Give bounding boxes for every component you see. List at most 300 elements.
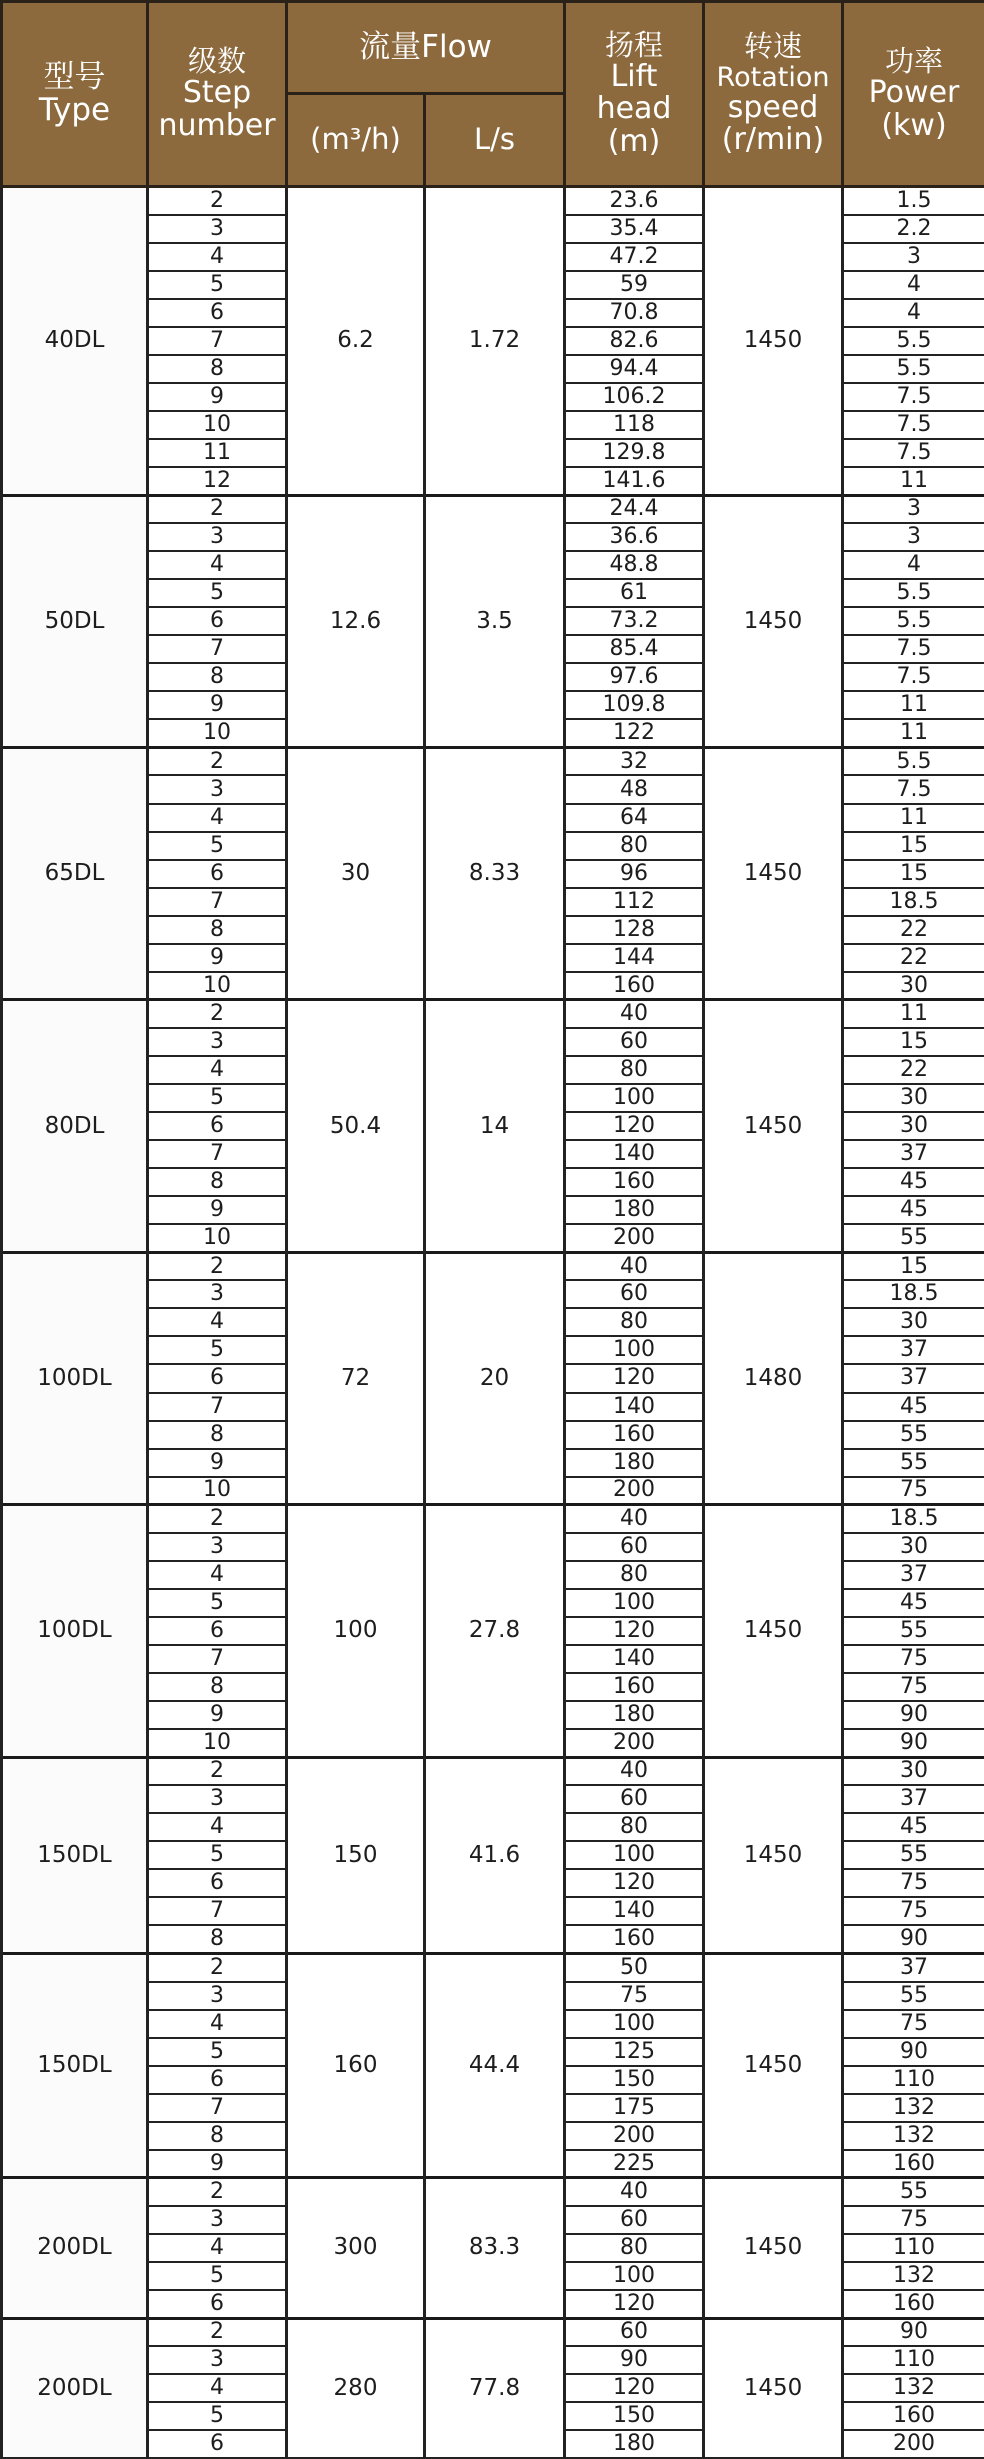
power-cell: 45 xyxy=(843,1168,984,1196)
power-cell: 110 xyxy=(843,2234,984,2262)
lift-head-cell: 129.8 xyxy=(565,439,704,467)
speed-cell: 1450 xyxy=(704,1757,843,1953)
lift-head-cell: 100 xyxy=(565,1589,704,1617)
step-cell: 4 xyxy=(148,2234,287,2262)
lift-head-cell: 140 xyxy=(565,1140,704,1168)
power-cell: 90 xyxy=(843,1925,984,1953)
speed-cell: 1450 xyxy=(704,1953,843,2177)
lift-head-cell: 125 xyxy=(565,2038,704,2066)
type-cell: 40DL xyxy=(2,187,148,496)
table-row xyxy=(2,1505,984,1533)
step-cell: 4 xyxy=(148,1813,287,1841)
step-cell: 6 xyxy=(148,1112,287,1140)
step-cell: 2 xyxy=(148,2318,287,2346)
power-cell: 55 xyxy=(843,1617,984,1645)
step-cell: 9 xyxy=(148,1196,287,1224)
lift-head-cell: 120 xyxy=(565,2290,704,2318)
power-cell: 7.5 xyxy=(843,411,984,439)
header-speed-zh: 转速 xyxy=(705,31,841,62)
lift-head-cell: 40 xyxy=(565,1252,704,1280)
lift-head-cell: 120 xyxy=(565,1869,704,1897)
table-row xyxy=(2,1757,984,1785)
power-cell: 30 xyxy=(843,1308,984,1336)
power-cell: 132 xyxy=(843,2094,984,2122)
flow-m3h-cell: 72 xyxy=(287,1252,425,1504)
lift-head-cell: 160 xyxy=(565,972,704,1000)
lift-head-cell: 200 xyxy=(565,2122,704,2150)
lift-head-cell: 40 xyxy=(565,1505,704,1533)
power-cell: 5.5 xyxy=(843,607,984,635)
lift-head-cell: 60 xyxy=(565,1533,704,1561)
step-cell: 3 xyxy=(148,2346,287,2374)
step-cell: 2 xyxy=(148,495,287,523)
power-cell: 2.2 xyxy=(843,215,984,243)
power-cell: 75 xyxy=(843,1869,984,1897)
step-cell: 10 xyxy=(148,411,287,439)
header-type-zh: 型号 xyxy=(3,61,146,94)
table-row xyxy=(2,187,984,215)
power-cell: 30 xyxy=(843,1533,984,1561)
lift-head-cell: 50 xyxy=(565,1953,704,1981)
power-cell: 7.5 xyxy=(843,635,984,663)
step-cell: 3 xyxy=(148,1785,287,1813)
header-power-unit: (kw) xyxy=(844,110,984,142)
power-cell: 45 xyxy=(843,1393,984,1421)
lift-head-cell: 200 xyxy=(565,1477,704,1505)
step-cell: 5 xyxy=(148,579,287,607)
power-cell: 4 xyxy=(843,551,984,579)
power-cell: 7.5 xyxy=(843,663,984,691)
flow-ls-cell: 77.8 xyxy=(425,2318,565,2458)
step-cell: 4 xyxy=(148,1056,287,1084)
power-cell: 5.5 xyxy=(843,579,984,607)
power-cell: 30 xyxy=(843,1084,984,1112)
header-lift-unit: (m) xyxy=(566,126,702,158)
step-cell: 5 xyxy=(148,2262,287,2290)
power-cell: 90 xyxy=(843,1701,984,1729)
flow-ls-cell: 44.4 xyxy=(425,1953,565,2177)
step-cell: 7 xyxy=(148,2094,287,2122)
lift-head-cell: 180 xyxy=(565,2430,704,2458)
power-cell: 7.5 xyxy=(843,775,984,803)
type-cell: 100DL xyxy=(2,1505,148,1757)
power-cell: 45 xyxy=(843,1813,984,1841)
step-cell: 2 xyxy=(148,1505,287,1533)
lift-head-cell: 35.4 xyxy=(565,215,704,243)
step-cell: 8 xyxy=(148,1925,287,1953)
power-cell: 30 xyxy=(843,1112,984,1140)
flow-ls-cell: 83.3 xyxy=(425,2178,565,2318)
lift-head-cell: 61 xyxy=(565,579,704,607)
lift-head-cell: 75 xyxy=(565,1982,704,2010)
lift-head-cell: 122 xyxy=(565,719,704,747)
step-cell: 9 xyxy=(148,1449,287,1477)
step-cell: 10 xyxy=(148,972,287,1000)
power-cell: 30 xyxy=(843,972,984,1000)
flow-m3h-cell: 300 xyxy=(287,2178,425,2318)
table-row xyxy=(2,495,984,523)
flow-m3h-cell: 280 xyxy=(287,2318,425,2458)
step-cell: 3 xyxy=(148,215,287,243)
lift-head-cell: 180 xyxy=(565,1449,704,1477)
lift-head-cell: 118 xyxy=(565,411,704,439)
lift-head-cell: 200 xyxy=(565,1729,704,1757)
table-row xyxy=(2,1252,984,1280)
header-lift-zh: 扬程 xyxy=(566,30,702,61)
power-cell: 55 xyxy=(843,1982,984,2010)
step-cell: 9 xyxy=(148,1701,287,1729)
power-cell: 90 xyxy=(843,2318,984,2346)
header-step-en2: number xyxy=(149,110,285,142)
lift-head-cell: 100 xyxy=(565,1336,704,1364)
lift-head-cell: 100 xyxy=(565,2010,704,2038)
speed-cell: 1450 xyxy=(704,187,843,496)
step-cell: 6 xyxy=(148,1617,287,1645)
lift-head-cell: 40 xyxy=(565,1000,704,1028)
step-cell: 6 xyxy=(148,1364,287,1392)
step-cell: 2 xyxy=(148,187,287,215)
power-cell: 132 xyxy=(843,2122,984,2150)
flow-m3h-cell: 12.6 xyxy=(287,495,425,747)
speed-cell: 1450 xyxy=(704,1000,843,1252)
power-cell: 55 xyxy=(843,2178,984,2206)
flow-ls-cell: 3.5 xyxy=(425,495,565,747)
lift-head-cell: 150 xyxy=(565,2402,704,2430)
header-speed-en2: speed xyxy=(705,92,841,124)
lift-head-cell: 94.4 xyxy=(565,355,704,383)
lift-head-cell: 120 xyxy=(565,2374,704,2402)
step-cell: 6 xyxy=(148,2430,287,2458)
table-row xyxy=(2,1000,984,1028)
power-cell: 37 xyxy=(843,1336,984,1364)
header-speed-unit: (r/min) xyxy=(705,124,841,156)
speed-cell: 1450 xyxy=(704,1505,843,1757)
lift-head-cell: 140 xyxy=(565,1393,704,1421)
step-cell: 5 xyxy=(148,1589,287,1617)
power-cell: 55 xyxy=(843,1449,984,1477)
power-cell: 15 xyxy=(843,1252,984,1280)
power-cell: 45 xyxy=(843,1589,984,1617)
lift-head-cell: 175 xyxy=(565,2094,704,2122)
lift-head-cell: 128 xyxy=(565,916,704,944)
lift-head-cell: 180 xyxy=(565,1196,704,1224)
lift-head-cell: 80 xyxy=(565,2234,704,2262)
type-cell: 200DL xyxy=(2,2318,148,2458)
lift-head-cell: 160 xyxy=(565,1421,704,1449)
step-cell: 4 xyxy=(148,2010,287,2038)
power-cell: 90 xyxy=(843,1729,984,1757)
lift-head-cell: 60 xyxy=(565,1785,704,1813)
step-cell: 3 xyxy=(148,1982,287,2010)
step-cell: 9 xyxy=(148,383,287,411)
step-cell: 3 xyxy=(148,2206,287,2234)
speed-cell: 1450 xyxy=(704,747,843,999)
lift-head-cell: 80 xyxy=(565,1308,704,1336)
step-cell: 11 xyxy=(148,439,287,467)
step-cell: 3 xyxy=(148,1533,287,1561)
speed-cell: 1480 xyxy=(704,1252,843,1504)
step-cell: 2 xyxy=(148,2178,287,2206)
lift-head-cell: 24.4 xyxy=(565,495,704,523)
step-cell: 3 xyxy=(148,523,287,551)
header-step-en1: Step xyxy=(149,77,285,109)
speed-cell: 1450 xyxy=(704,495,843,747)
power-cell: 15 xyxy=(843,860,984,888)
flow-m3h-cell: 50.4 xyxy=(287,1000,425,1252)
power-cell: 11 xyxy=(843,719,984,747)
step-cell: 10 xyxy=(148,1224,287,1252)
type-cell: 50DL xyxy=(2,495,148,747)
step-cell: 12 xyxy=(148,467,287,495)
power-cell: 75 xyxy=(843,1897,984,1925)
step-cell: 6 xyxy=(148,2290,287,2318)
step-cell: 4 xyxy=(148,243,287,271)
step-cell: 7 xyxy=(148,327,287,355)
power-cell: 55 xyxy=(843,1224,984,1252)
step-cell: 4 xyxy=(148,551,287,579)
power-cell: 132 xyxy=(843,2374,984,2402)
lift-head-cell: 106.2 xyxy=(565,383,704,411)
power-cell: 22 xyxy=(843,944,984,972)
lift-head-cell: 120 xyxy=(565,1364,704,1392)
power-cell: 11 xyxy=(843,1000,984,1028)
step-cell: 8 xyxy=(148,1421,287,1449)
table-body xyxy=(2,187,984,2459)
lift-head-cell: 70.8 xyxy=(565,299,704,327)
step-cell: 6 xyxy=(148,299,287,327)
step-cell: 7 xyxy=(148,1140,287,1168)
power-cell: 3 xyxy=(843,243,984,271)
lift-head-cell: 100 xyxy=(565,2262,704,2290)
lift-head-cell: 32 xyxy=(565,747,704,775)
lift-head-cell: 85.4 xyxy=(565,635,704,663)
step-cell: 10 xyxy=(148,1477,287,1505)
step-cell: 5 xyxy=(148,271,287,299)
lift-head-cell: 141.6 xyxy=(565,467,704,495)
lift-head-cell: 80 xyxy=(565,1813,704,1841)
step-cell: 9 xyxy=(148,2150,287,2178)
power-cell: 4 xyxy=(843,299,984,327)
speed-cell: 1450 xyxy=(704,2178,843,2318)
lift-head-cell: 60 xyxy=(565,2206,704,2234)
power-cell: 160 xyxy=(843,2150,984,2178)
lift-head-cell: 80 xyxy=(565,832,704,860)
lift-head-cell: 109.8 xyxy=(565,691,704,719)
power-cell: 15 xyxy=(843,832,984,860)
power-cell: 37 xyxy=(843,1953,984,1981)
type-cell: 80DL xyxy=(2,1000,148,1252)
table-header xyxy=(2,2,984,187)
step-cell: 7 xyxy=(148,888,287,916)
flow-m3h-cell: 100 xyxy=(287,1505,425,1757)
power-cell: 37 xyxy=(843,1140,984,1168)
step-cell: 7 xyxy=(148,1897,287,1925)
header-step xyxy=(148,2,287,187)
lift-head-cell: 120 xyxy=(565,1112,704,1140)
lift-head-cell: 60 xyxy=(565,1280,704,1308)
header-power xyxy=(843,2,984,187)
header-flow-m3h: (m³/h) xyxy=(287,94,425,187)
header-lift-en2: head xyxy=(566,93,702,125)
lift-head-cell: 64 xyxy=(565,804,704,832)
power-cell: 7.5 xyxy=(843,383,984,411)
power-cell: 160 xyxy=(843,2402,984,2430)
power-cell: 200 xyxy=(843,2430,984,2458)
power-cell: 18.5 xyxy=(843,888,984,916)
lift-head-cell: 36.6 xyxy=(565,523,704,551)
lift-head-cell: 97.6 xyxy=(565,663,704,691)
step-cell: 10 xyxy=(148,1729,287,1757)
table-row xyxy=(2,2178,984,2206)
step-cell: 2 xyxy=(148,1757,287,1785)
lift-head-cell: 140 xyxy=(565,1897,704,1925)
lift-head-cell: 90 xyxy=(565,2346,704,2374)
lift-head-cell: 96 xyxy=(565,860,704,888)
power-cell: 160 xyxy=(843,2290,984,2318)
step-cell: 5 xyxy=(148,1336,287,1364)
power-cell: 5.5 xyxy=(843,355,984,383)
power-cell: 5.5 xyxy=(843,747,984,775)
flow-m3h-cell: 150 xyxy=(287,1757,425,1953)
step-cell: 5 xyxy=(148,2038,287,2066)
power-cell: 7.5 xyxy=(843,439,984,467)
step-cell: 6 xyxy=(148,607,287,635)
step-cell: 8 xyxy=(148,663,287,691)
lift-head-cell: 144 xyxy=(565,944,704,972)
table-row xyxy=(2,747,984,775)
lift-head-cell: 112 xyxy=(565,888,704,916)
power-cell: 4 xyxy=(843,271,984,299)
lift-head-cell: 180 xyxy=(565,1701,704,1729)
step-cell: 10 xyxy=(148,719,287,747)
type-cell: 100DL xyxy=(2,1252,148,1504)
power-cell: 30 xyxy=(843,1757,984,1785)
step-cell: 8 xyxy=(148,355,287,383)
type-cell: 150DL xyxy=(2,1953,148,2177)
power-cell: 37 xyxy=(843,1364,984,1392)
step-cell: 2 xyxy=(148,1953,287,1981)
power-cell: 11 xyxy=(843,691,984,719)
header-speed-en1: Rotation xyxy=(705,63,841,92)
step-cell: 4 xyxy=(148,1308,287,1336)
flow-ls-cell: 1.72 xyxy=(425,187,565,496)
power-cell: 11 xyxy=(843,467,984,495)
power-cell: 75 xyxy=(843,2010,984,2038)
header-power-en1: Power xyxy=(844,77,984,109)
type-cell: 150DL xyxy=(2,1757,148,1953)
flow-ls-cell: 14 xyxy=(425,1000,565,1252)
step-cell: 2 xyxy=(148,747,287,775)
lift-head-cell: 200 xyxy=(565,1224,704,1252)
step-cell: 5 xyxy=(148,2402,287,2430)
step-cell: 8 xyxy=(148,2122,287,2150)
step-cell: 4 xyxy=(148,804,287,832)
power-cell: 15 xyxy=(843,1028,984,1056)
flow-m3h-cell: 160 xyxy=(287,1953,425,2177)
lift-head-cell: 73.2 xyxy=(565,607,704,635)
lift-head-cell: 60 xyxy=(565,1028,704,1056)
power-cell: 3 xyxy=(843,523,984,551)
step-cell: 9 xyxy=(148,691,287,719)
power-cell: 55 xyxy=(843,1841,984,1869)
lift-head-cell: 225 xyxy=(565,2150,704,2178)
power-cell: 45 xyxy=(843,1196,984,1224)
step-cell: 7 xyxy=(148,1645,287,1673)
power-cell: 75 xyxy=(843,1477,984,1505)
step-cell: 7 xyxy=(148,1393,287,1421)
lift-head-cell: 40 xyxy=(565,2178,704,2206)
step-cell: 3 xyxy=(148,1280,287,1308)
step-cell: 8 xyxy=(148,1673,287,1701)
step-cell: 6 xyxy=(148,2066,287,2094)
power-cell: 22 xyxy=(843,916,984,944)
power-cell: 5.5 xyxy=(843,327,984,355)
flow-m3h-cell: 30 xyxy=(287,747,425,999)
flow-ls-cell: 8.33 xyxy=(425,747,565,999)
power-cell: 55 xyxy=(843,1421,984,1449)
lift-head-cell: 160 xyxy=(565,1925,704,1953)
power-cell: 3 xyxy=(843,495,984,523)
power-cell: 75 xyxy=(843,1645,984,1673)
step-cell: 4 xyxy=(148,2374,287,2402)
step-cell: 4 xyxy=(148,1561,287,1589)
header-power-zh: 功率 xyxy=(844,46,984,77)
lift-head-cell: 48.8 xyxy=(565,551,704,579)
type-cell: 200DL xyxy=(2,2178,148,2318)
power-cell: 75 xyxy=(843,2206,984,2234)
lift-head-cell: 48 xyxy=(565,775,704,803)
power-cell: 110 xyxy=(843,2346,984,2374)
power-cell: 37 xyxy=(843,1785,984,1813)
header-flow: 流量Flow xyxy=(287,2,565,94)
table-row xyxy=(2,2318,984,2346)
step-cell: 6 xyxy=(148,860,287,888)
step-cell: 6 xyxy=(148,1869,287,1897)
lift-head-cell: 120 xyxy=(565,1617,704,1645)
header-lift xyxy=(565,2,704,187)
power-cell: 75 xyxy=(843,1673,984,1701)
power-cell: 18.5 xyxy=(843,1280,984,1308)
step-cell: 8 xyxy=(148,1168,287,1196)
power-cell: 37 xyxy=(843,1561,984,1589)
table-row xyxy=(2,1953,984,1981)
header-lift-en1: Lift xyxy=(566,61,702,93)
speed-cell: 1450 xyxy=(704,2318,843,2458)
flow-ls-cell: 41.6 xyxy=(425,1757,565,1953)
lift-head-cell: 140 xyxy=(565,1645,704,1673)
step-cell: 3 xyxy=(148,775,287,803)
power-cell: 110 xyxy=(843,2066,984,2094)
header-flow-ls: L/s xyxy=(425,94,565,187)
power-cell: 18.5 xyxy=(843,1505,984,1533)
lift-head-cell: 100 xyxy=(565,1841,704,1869)
header-speed xyxy=(704,2,843,187)
header-type xyxy=(2,2,148,187)
flow-ls-cell: 20 xyxy=(425,1252,565,1504)
lift-head-cell: 47.2 xyxy=(565,243,704,271)
step-cell: 7 xyxy=(148,635,287,663)
lift-head-cell: 80 xyxy=(565,1561,704,1589)
step-cell: 3 xyxy=(148,1028,287,1056)
power-cell: 11 xyxy=(843,804,984,832)
step-cell: 9 xyxy=(148,944,287,972)
step-cell: 5 xyxy=(148,1084,287,1112)
power-cell: 90 xyxy=(843,2038,984,2066)
power-cell: 132 xyxy=(843,2262,984,2290)
header-type-en: Type xyxy=(3,94,146,127)
step-cell: 8 xyxy=(148,916,287,944)
lift-head-cell: 160 xyxy=(565,1673,704,1701)
